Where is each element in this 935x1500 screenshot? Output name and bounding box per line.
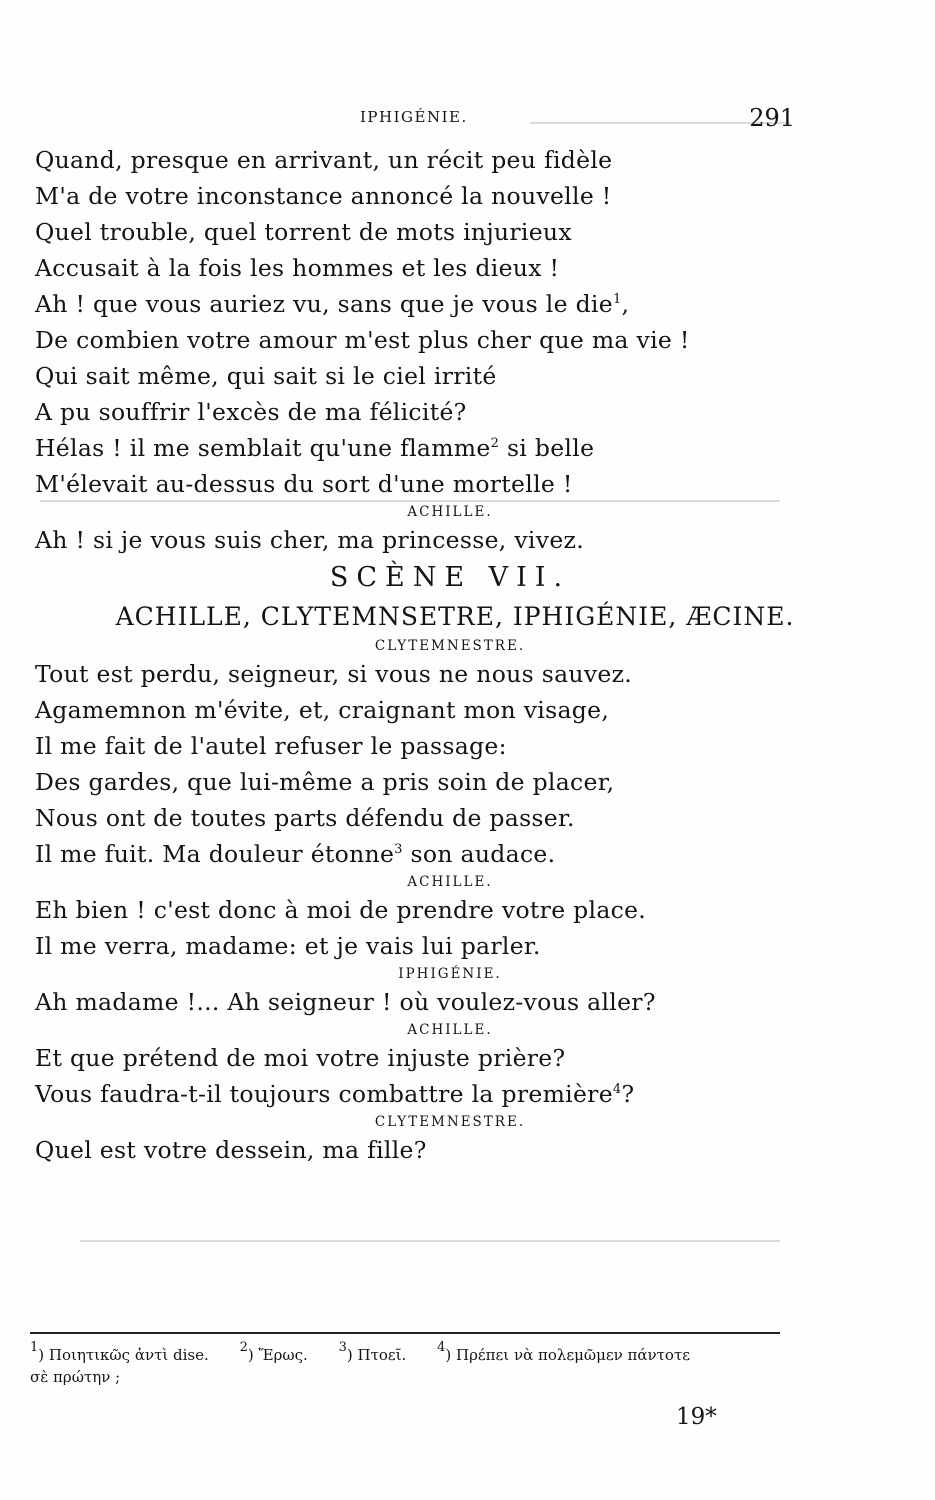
verse-text: Vous faudra-t-il toujours combattre la première [35,1080,613,1108]
scene-cast: ACHILLE, CLYTEMNSETRE, IPHIGÉNIE, ÆCINE. [115,602,795,631]
verse-text: Il me fuit. Ma douleur étonne [35,840,395,868]
verse-line: Accusait à la fois les hommes et les dieux ! [35,254,560,282]
speech-iphigenie [35,142,825,502]
footnote-mark: 3 [338,1340,347,1355]
verse-line: M'a de votre inconstance annoncé la nouvelle ! [35,182,612,210]
footnote-line [30,1340,790,1366]
verse-line: Quand, presque en arrivant, un récit peu fidèle [35,146,613,174]
speaker-name: ACHILLE. [407,1022,493,1038]
speaker-name: ACHILLE. [407,874,493,890]
verse-line: Il me verra, madame: et je vais lui parler. [35,932,541,960]
verse-line: A pu souffrir l'excès de ma félicité? [35,398,467,426]
verse-line: Qui sait même, qui sait si le ciel irrité [35,362,497,390]
verse-line: M'élevait au-dessus du sort d'une mortelle ! [35,470,573,498]
footnotes [30,1340,790,1388]
verse-line: Ah madame !... Ah seigneur ! où voulez-vous aller? [35,988,656,1016]
verse-line: Ah ! si je vous suis cher, ma princesse, vivez. [35,526,584,554]
running-head: IPHIGÉNIE. [360,108,468,126]
verse-text: si belle [506,434,595,462]
verse-line [35,1076,825,1112]
verse-line: Il me fait de l'autel refuser le passage: [35,732,507,760]
speech-clytemnestre [35,656,825,872]
footnote-ref: 1 [612,292,622,307]
verse-line: Nous ont de toutes parts défendu de passer. [35,804,575,832]
footnote-text: ) Πτοεῖ. [346,1346,407,1364]
footnote-line: σὲ πρώτην ; [30,1368,121,1386]
verse-text: Hélas ! il me semblait qu'une flamme [35,434,491,462]
speaker-name: ACHILLE. [407,504,493,520]
footnote-mark: 4 [437,1340,446,1355]
footnote-mark: 1 [30,1340,39,1355]
verse-line [35,286,825,322]
footnote-ref: 3 [394,842,403,857]
speaker-name: CLYTEMNESTRE. [374,638,526,654]
page-number: 291 [749,104,795,132]
footnote-text: ) Ἔρως. [247,1346,308,1364]
verse-line: Tout est perdu, seigneur, si vous ne nous sauvez. [35,660,633,688]
footnote-text: ) Πρέπει νὰ πολεμῶμεν πάντοτε [445,1346,691,1364]
verse-line [35,836,825,872]
speaker-name: CLYTEMNESTRE. [374,1114,526,1130]
show-through-rule [80,1240,780,1242]
scene-title: SCÈNE VII. [329,562,571,593]
footnote-mark: 2 [239,1340,248,1355]
page-header [0,104,935,134]
verse-line: Et que prétend de moi votre injuste prière? [35,1044,566,1072]
verse-line: Quel est votre dessein, ma fille? [35,1136,427,1164]
speaker-name: IPHIGÉNIE. [398,966,502,982]
signature-mark: 19* [676,1404,717,1430]
footnote-ref: 4 [612,1082,622,1097]
verse-line: Des gardes, que lui-même a pris soin de placer, [35,768,615,796]
verse-text: Ah ! que vous auriez vu, sans que je vous le die [35,290,613,318]
footnote-text: ) Ποιητικῶς ἀντὶ dise. [38,1346,209,1364]
verse-line [35,430,825,466]
verse-line: Quel trouble, quel torrent de mots injurieux [35,218,572,246]
play-text [35,142,825,1168]
verse-text: , [621,290,630,318]
verse-text: son audace. [410,840,556,868]
footnote-ref: 2 [490,436,500,451]
verse-line: De combien votre amour m'est plus cher que ma vie ! [35,326,690,354]
verse-line: Eh bien ! c'est donc à moi de prendre votre place. [35,896,647,924]
verse-text: ? [621,1080,635,1108]
verse-line: Agamemnon m'évite, et, craignant mon visage, [35,696,610,724]
footnote-divider [30,1332,780,1334]
